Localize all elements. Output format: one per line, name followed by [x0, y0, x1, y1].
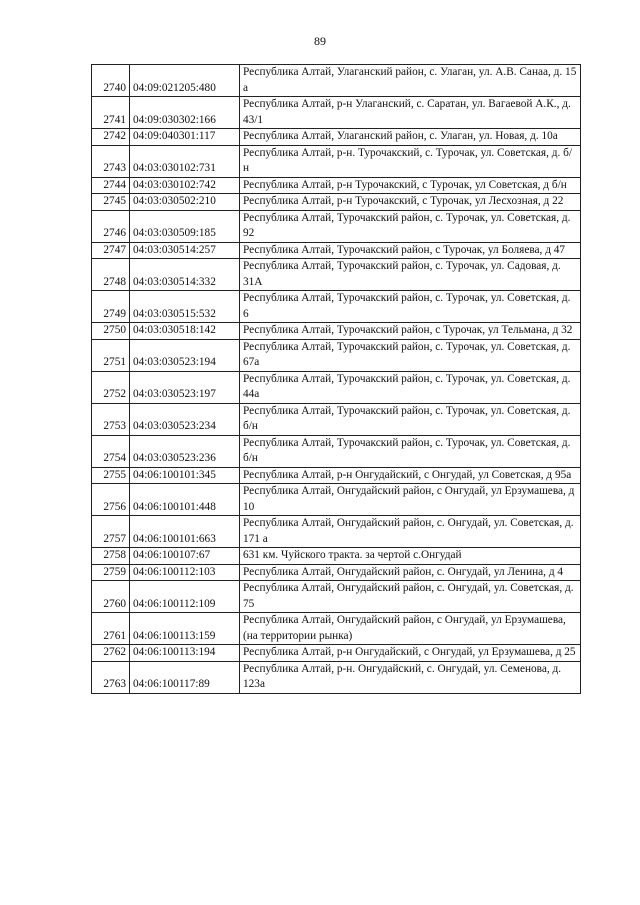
table-row [92, 145, 581, 177]
registry-table-body [92, 65, 581, 694]
cadastral-number-cell: 04:06:100117:89 [130, 661, 240, 693]
cadastral-number-cell: 04:06:100101:345 [130, 467, 240, 484]
address-cell: Республика Алтай, р-н Онгудайский, с Онгудай, ул Ерзумашева, д 25 [240, 645, 581, 662]
row-number-cell: 2756 [92, 484, 130, 516]
table-row [92, 129, 581, 146]
row-number-cell: 2740 [92, 65, 130, 97]
table-row [92, 194, 581, 211]
address-cell: Республика Алтай, Онгудайский район, с. Онгудай, ул. Советская, д. 75 [240, 581, 581, 613]
table-row [92, 97, 581, 129]
row-number-cell: 2752 [92, 371, 130, 403]
row-number-cell: 2762 [92, 645, 130, 662]
cadastral-number-cell: 04:06:100107:67 [130, 548, 240, 565]
address-cell: Республика Алтай, р-н. Онгудайский, с. Онгудай, ул. Семенова, д. 123а [240, 661, 581, 693]
cadastral-number-cell: 04:03:030518:142 [130, 323, 240, 340]
cadastral-number-cell: 04:03:030523:197 [130, 371, 240, 403]
cadastral-number-cell: 04:06:100113:159 [130, 613, 240, 645]
cadastral-number-cell: 04:03:030509:185 [130, 210, 240, 242]
address-cell: Республика Алтай, Турочакский район, с. Турочак, ул. Советская, д. б/н [240, 435, 581, 467]
row-number-cell: 2753 [92, 403, 130, 435]
row-number-cell: 2760 [92, 581, 130, 613]
row-number-cell: 2759 [92, 564, 130, 581]
row-number-cell: 2754 [92, 435, 130, 467]
address-cell: Республика Алтай, р-н. Турочакский, с. Турочак, ул. Советская, д. б/н [240, 145, 581, 177]
row-number-cell: 2741 [92, 97, 130, 129]
address-cell: Республика Алтай, р-н Онгудайский, с Онгудай, ул Советская, д 95а [240, 467, 581, 484]
cadastral-number-cell: 04:06:100113:194 [130, 645, 240, 662]
address-cell: Республика Алтай, Улаганский район, с. Улаган, ул. А.В. Санаа, д. 15 а [240, 65, 581, 97]
address-cell: Республика Алтай, Турочакский район, с. Турочак, ул. Советская, д. 92 [240, 210, 581, 242]
address-cell: Республика Алтай, р-н Турочакский, с Турочак, ул Лесхозная, д 22 [240, 194, 581, 211]
table-row [92, 548, 581, 565]
cadastral-number-cell: 04:06:100112:109 [130, 581, 240, 613]
address-cell: Республика Алтай, Онгудайский район, с Онгудай, ул Ерзумашева, (на территории рынка) [240, 613, 581, 645]
row-number-cell: 2750 [92, 323, 130, 340]
address-cell: Республика Алтай, Турочакский район, с. Турочак, ул. Советская, д. б/н [240, 403, 581, 435]
table-row [92, 645, 581, 662]
row-number-cell: 2748 [92, 259, 130, 291]
cadastral-number-cell: 04:06:100101:663 [130, 516, 240, 548]
page-number: 89 [314, 34, 326, 48]
row-number-cell: 2749 [92, 291, 130, 323]
table-row [92, 484, 581, 516]
cadastral-number-cell: 04:03:030102:731 [130, 145, 240, 177]
row-number-cell: 2746 [92, 210, 130, 242]
address-cell: Республика Алтай, Онгудайский район, с. Онгудай, ул. Советская, д. 171 а [240, 516, 581, 548]
cadastral-number-cell: 04:06:100112:103 [130, 564, 240, 581]
address-cell: Республика Алтай, Улаганский район, с. Улаган, ул. Новая, д. 10а [240, 129, 581, 146]
cadastral-number-cell: 04:06:100101:448 [130, 484, 240, 516]
table-row [92, 564, 581, 581]
table-row [92, 259, 581, 291]
row-number-cell: 2758 [92, 548, 130, 565]
table-row [92, 339, 581, 371]
row-number-cell: 2761 [92, 613, 130, 645]
address-cell: 631 км. Чуйского тракта. за чертой с.Онгудай [240, 548, 581, 565]
row-number-cell: 2755 [92, 467, 130, 484]
registry-table [91, 64, 581, 694]
cadastral-number-cell: 04:03:030502:210 [130, 194, 240, 211]
row-number-cell: 2763 [92, 661, 130, 693]
cadastral-number-cell: 04:03:030523:194 [130, 339, 240, 371]
table-row [92, 65, 581, 97]
table-row [92, 210, 581, 242]
table-row [92, 242, 581, 259]
address-cell: Республика Алтай, Онгудайский район, с Онгудай, ул Ерзумашева, д 10 [240, 484, 581, 516]
table-row [92, 467, 581, 484]
row-number-cell: 2751 [92, 339, 130, 371]
table-row [92, 371, 581, 403]
table-row [92, 291, 581, 323]
table-row [92, 581, 581, 613]
cadastral-number-cell: 04:09:040301:117 [130, 129, 240, 146]
cadastral-number-cell: 04:03:030523:236 [130, 435, 240, 467]
address-cell: Республика Алтай, Турочакский район, с. Турочак, ул. Советская, д. 67а [240, 339, 581, 371]
table-row [92, 661, 581, 693]
table-row [92, 516, 581, 548]
row-number-cell: 2743 [92, 145, 130, 177]
address-cell: Республика Алтай, р-н Турочакский, с Турочак, ул Советская, д б/н [240, 177, 581, 194]
cadastral-number-cell: 04:03:030514:332 [130, 259, 240, 291]
cadastral-number-cell: 04:03:030514:257 [130, 242, 240, 259]
table-row [92, 613, 581, 645]
table-row [92, 403, 581, 435]
address-cell: Республика Алтай, Турочакский район, с. Турочак, ул. Советская, д. 6 [240, 291, 581, 323]
address-cell: Республика Алтай, Онгудайский район, с. Онгудай, ул Ленина, д 4 [240, 564, 581, 581]
address-cell: Республика Алтай, р-н Улаганский, с. Саратан, ул. Вагаевой А.К., д. 43/1 [240, 97, 581, 129]
cadastral-number-cell: 04:03:030515:532 [130, 291, 240, 323]
address-cell: Республика Алтай, Турочакский район, с. Турочак, ул. Садовая, д. 31А [240, 259, 581, 291]
address-cell: Республика Алтай, Турочакский район, с Турочак, ул Тельмана, д 32 [240, 323, 581, 340]
row-number-cell: 2747 [92, 242, 130, 259]
row-number-cell: 2745 [92, 194, 130, 211]
cadastral-number-cell: 04:09:030302:166 [130, 97, 240, 129]
table-row [92, 177, 581, 194]
row-number-cell: 2757 [92, 516, 130, 548]
cadastral-number-cell: 04:03:030102:742 [130, 177, 240, 194]
table-row [92, 323, 581, 340]
address-cell: Республика Алтай, Турочакский район, с Турочак, ул Боляева, д 47 [240, 242, 581, 259]
cadastral-number-cell: 04:03:030523:234 [130, 403, 240, 435]
row-number-cell: 2744 [92, 177, 130, 194]
row-number-cell: 2742 [92, 129, 130, 146]
address-cell: Республика Алтай, Турочакский район, с. Турочак, ул. Советская, д. 44а [240, 371, 581, 403]
table-row [92, 435, 581, 467]
cadastral-number-cell: 04:09:021205:480 [130, 65, 240, 97]
